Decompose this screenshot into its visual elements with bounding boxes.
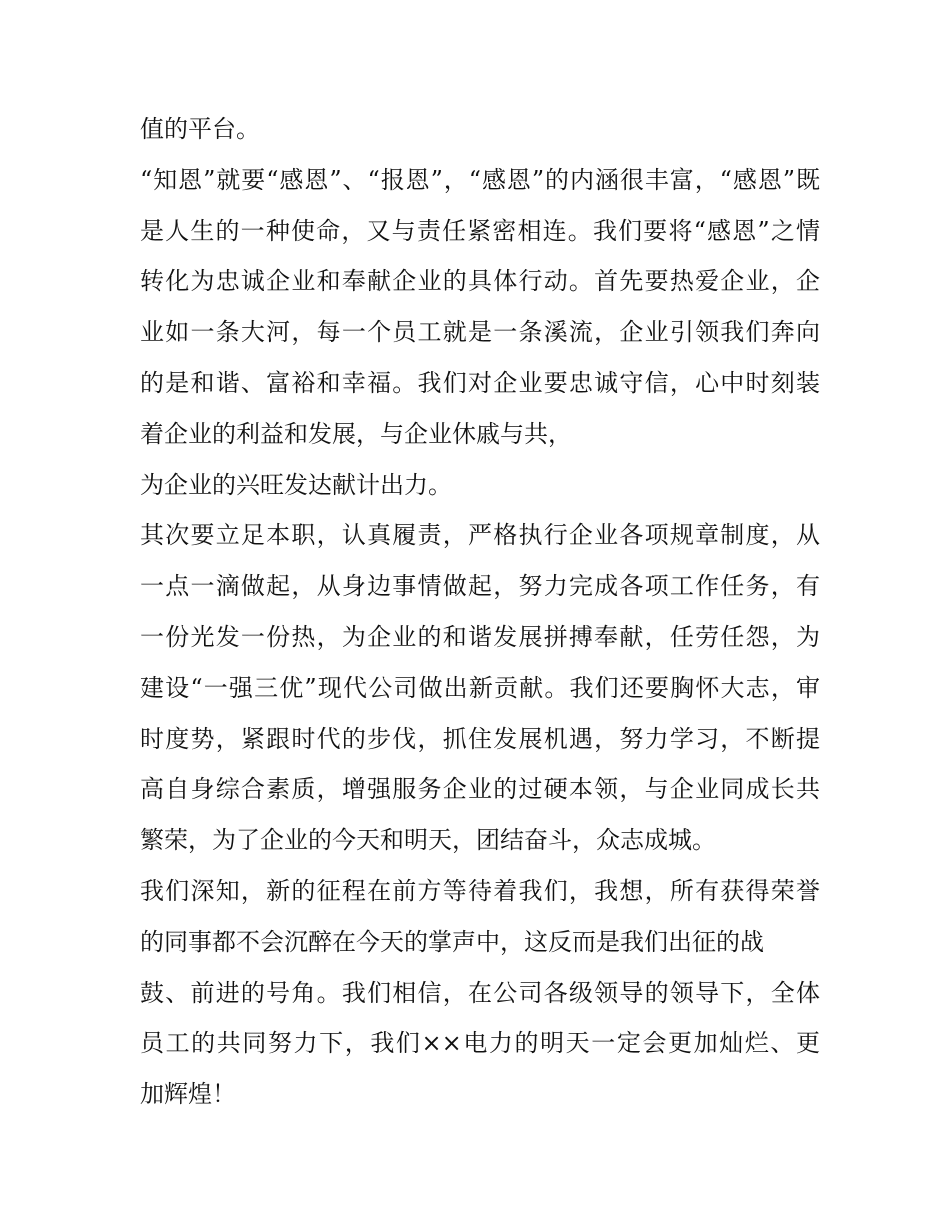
text-line: 鼓、前进的号角。我们相信，在公司各级领导的领导下，全体 <box>140 978 820 1007</box>
text-line: 转化为忠诚企业和奉献企业的具体行动。首先要热爱企业，企 <box>140 267 820 296</box>
text-line: 加辉煌！ <box>140 1080 236 1109</box>
text-line: 时度势，紧跟时代的步伐，抓住发展机遇，努力学习，不断提 <box>140 724 820 753</box>
text-line: 繁荣，为了企业的今天和明天，团结奋斗，众志成城。 <box>140 826 716 855</box>
text-line: 的是和谐、富裕和幸福。我们对企业要忠诚守信，心中时刻装 <box>140 368 820 397</box>
text-line: 员工的共同努力下，我们××电力的明天一定会更加灿烂、更 <box>140 1029 820 1058</box>
text-line: 为企业的兴旺发达献计出力。 <box>140 470 452 499</box>
text-line: 其次要立足本职，认真履责，严格执行企业各项规章制度，从 <box>140 521 820 550</box>
text-line: 一点一滴做起，从身边事情做起，努力完成各项工作任务，有 <box>140 572 820 601</box>
text-line: 业如一条大河，每一个员工就是一条溪流，企业引领我们奔向 <box>140 318 820 347</box>
text-line: 高自身综合素质，增强服务企业的过硬本领，与企业同成长共 <box>140 775 820 804</box>
text-line: 建设“一强三优”现代公司做出新贡献。我们还要胸怀大志，审 <box>140 673 820 702</box>
text-line: 值的平台。 <box>140 115 260 143</box>
text-line: 的同事都不会沉醉在今天的掌声中，这反而是我们出征的战 <box>140 927 764 956</box>
text-line: 一份光发一份热，为企业的和谐发展拼搏奉献，任劳任怨，为 <box>140 622 820 651</box>
text-line: 我们深知，新的征程在前方等待着我们，我想，所有获得荣誉 <box>140 876 820 905</box>
text-line: 着企业的利益和发展，与企业休戚与共， <box>140 419 572 448</box>
document-body <box>140 104 820 1120</box>
text-line: 是人生的一种使命，又与责任紧密相连。我们要将“感恩”之情 <box>140 216 820 245</box>
text-line: “知恩”就要“感恩”、“报恩”，“感恩”的内涵很丰富，“感恩”既 <box>140 165 820 194</box>
